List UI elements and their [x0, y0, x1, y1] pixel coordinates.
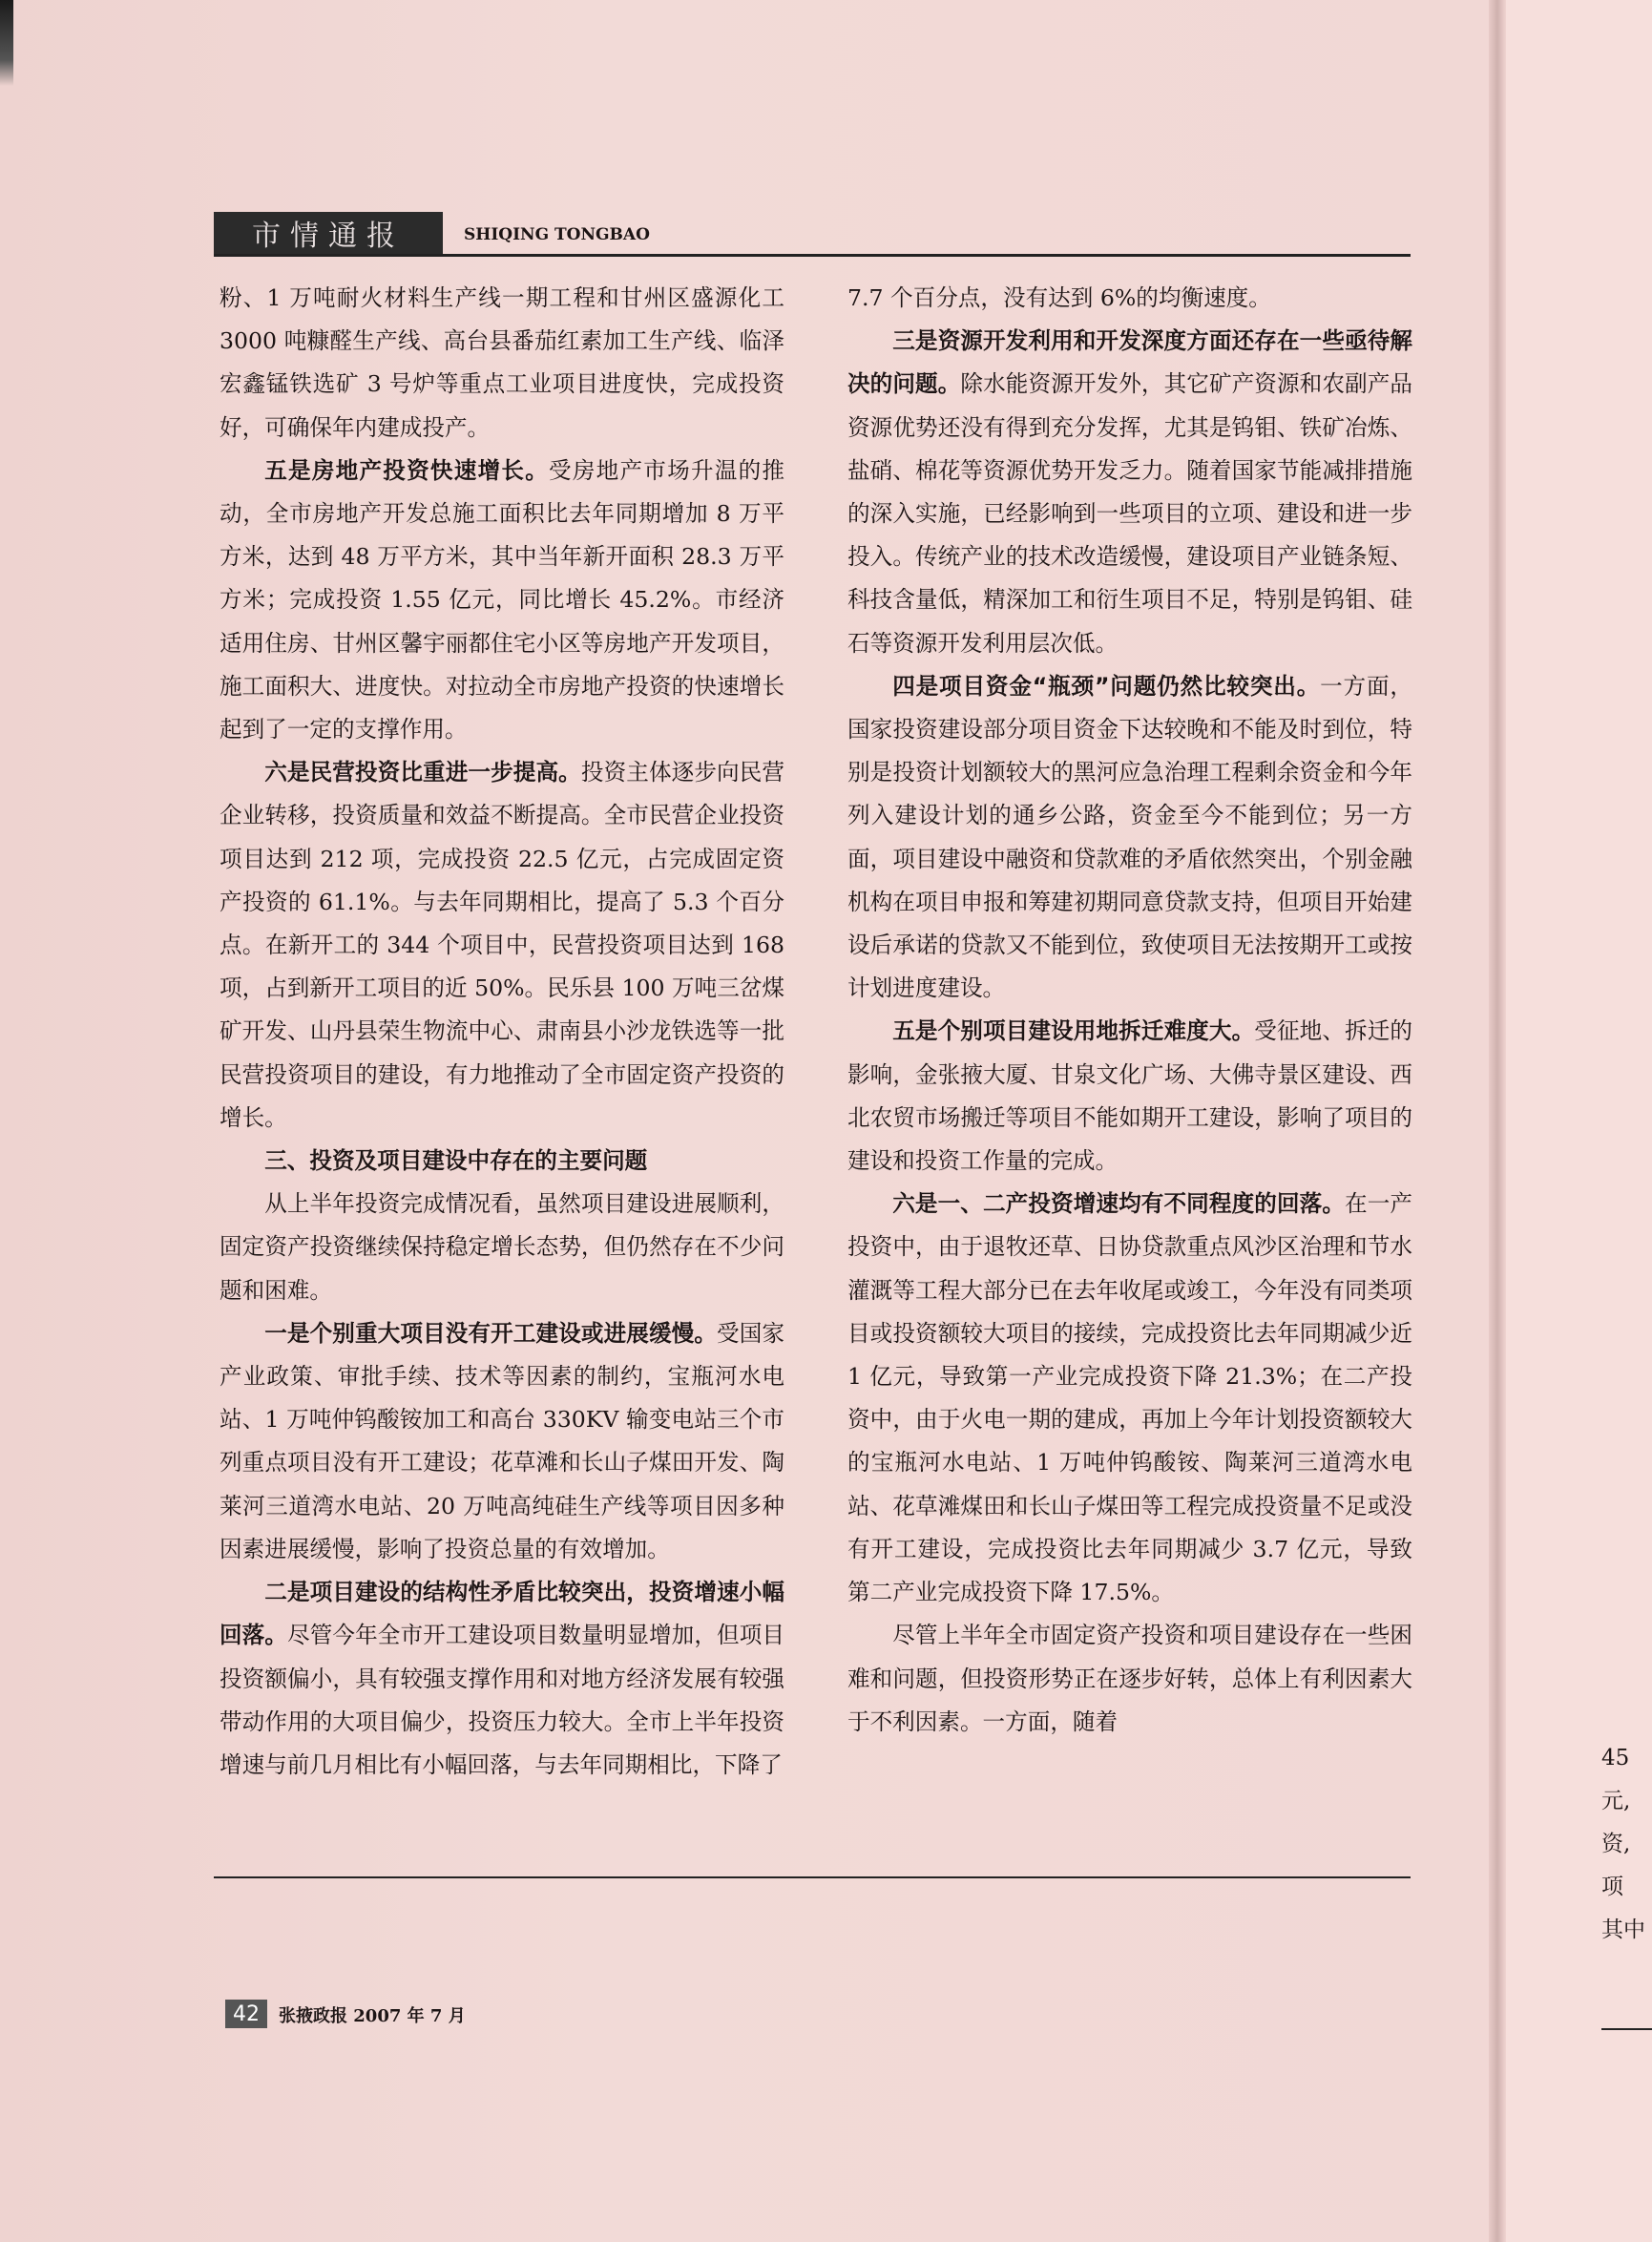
left-column [220, 277, 784, 1787]
publication-info: 张掖政报 2007 年 7 月 [279, 2006, 466, 2026]
paragraph [847, 277, 1412, 320]
paragraph [847, 320, 1412, 665]
paragraph-lead: 六是民营投资比重进一步提高。 [264, 759, 581, 786]
paragraph-lead: 一是个别重大项目没有开工建设或进展缓慢。 [264, 1319, 718, 1347]
paragraph [847, 1614, 1412, 1744]
paragraph-text: 受征地、拆迁的影响，金张掖大厦、甘泉文化广场、大佛寺景区建设、西北农贸市场搬迁等项目不能如期开工建设，影响了项目的建设和投资工作量的完成。 [847, 1017, 1413, 1175]
adjacent-page-fragment: 元, [1601, 1789, 1631, 1813]
paragraph [220, 751, 784, 1140]
paragraph [847, 1010, 1412, 1183]
page-number: 42 [225, 2000, 267, 2028]
book-spine [1489, 0, 1506, 2242]
paragraph-text: 粉、1 万吨耐火材料生产线一期工程和甘州区盛源化工 3000 吨糠醛生产线、高台县番茄红素加工生产线、临泽宏鑫锰铁选矿 3 号炉等重点工业项目进度快，完成投资好，可确保年内建成投产。 [220, 284, 784, 441]
paragraph [220, 450, 784, 751]
paragraph-text: 投资主体逐步向民营企业转移，投资质量和效益不断提高。全市民营企业投资项目达到 212 项，完成投资 22.5 亿元，占完成固定资产投资的 61.1%。与去年同期相比，提高了 5.3 个百分点。在新开工的 344 个项目中，民营投资项目达到 168 项，占到新开工项目的近 50%。民乐县 100 万吨三岔煤矿开发、山丹县荣生物流中心、肃南县小沙龙铁选等一批民营投资项目的建设，有力地推动了全市固定资产投资的增长。 [220, 759, 785, 1131]
paragraph-text: 尽管上半年全市固定资产投资和项目建设存在一些困难和问题，但投资形势正在逐步好转，总体上有利因素大于不利因素。一方面，随着 [847, 1622, 1412, 1735]
paragraph [847, 665, 1412, 1011]
paragraph-lead: 五是房地产投资快速增长。 [264, 456, 550, 484]
section-heading: 三、投资及项目建设中存在的主要问题 [264, 1147, 648, 1175]
paragraph [220, 1571, 784, 1787]
paragraph-lead: 五是个别项目建设用地拆迁难度大。 [892, 1017, 1255, 1045]
adjacent-page-fragment: 其中 [1601, 1917, 1645, 1942]
header-rule [214, 254, 1411, 257]
adjacent-page-rule [1601, 2028, 1652, 2030]
paragraph [220, 277, 784, 450]
paragraph [220, 1183, 784, 1312]
footer-rule [214, 1876, 1411, 1878]
paragraph-text: 除水能资源开发外，其它矿产资源和农副产品资源优势还没有得到充分发挥，尤其是钨钼、铁矿冶炼、盐硝、棉花等资源优势开发乏力。随着国家节能减排措施的深入实施，已经影响到一些项目的立项、建设和进一步投入。传统产业的技术改造缓慢，建设项目产业链条短、科技含量低，精深加工和衍生项目不足，特别是钨钼、硅石等资源开发利用层次低。 [847, 370, 1413, 657]
paragraph [220, 1312, 784, 1571]
right-column [847, 277, 1412, 1744]
adjacent-page-fragment: 45 [1601, 1746, 1630, 1771]
paragraph-text: 从上半年投资完成情况看，虽然项目建设进展顺利，固定资产投资继续保持稳定增长态势，但仍然存在不少问题和困难。 [220, 1190, 784, 1304]
scan-edge [0, 0, 13, 86]
section-tab-label: 市情通报 [252, 220, 405, 253]
paragraph-lead: 三是资源开发利用和开发深度方面还存在一些亟待解决的问题。 [847, 327, 1412, 398]
paragraph-lead: 六是一、二产投资增速均有不同程度的回落。 [892, 1190, 1346, 1218]
paragraph-text: 受房地产市场升温的推动，全市房地产开发总施工面积比去年同期增加 8 万平方米，达到 48 万平方米，其中当年新开面积 28.3 万平方米；完成投资 1.55 亿元，同比增长 45.2%。市经济适用住房、甘州区馨宇丽都住宅小区等房地产开发项目，施工面积大、进度快。对拉动全市房地产投资的快速增长起到了一定的支撑作用。 [220, 456, 785, 744]
section-english-title: SHIQING TONGBAO [464, 225, 650, 244]
adjacent-page-fragment: 项 [1601, 1875, 1623, 1899]
paragraph-lead: 四是项目资金“瓶颈”问题仍然比较突出。 [892, 672, 1321, 700]
paragraph-text: 受国家产业政策、审批手续、技术等因素的制约，宝瓶河水电站、1 万吨仲钨酸铵加工和高台 330KV 输变电站三个市列重点项目没有开工建设；花草滩和长山子煤田开发、陶莱河三道湾水电站、20 万吨高纯硅生产线等项目因多种因素进展缓慢，影响了投资总量的有效增加。 [220, 1319, 785, 1562]
paragraph-text: 在一产投资中，由于退牧还草、日协贷款重点风沙区治理和节水灌溉等工程大部分已在去年收尾或竣工，今年没有同类项目或投资额较大项目的接续，完成投资比去年同期减少近 1 亿元，导致第一产业完成投资下降 21.3%；在二产投资中，由于火电一期的建成，再加上今年计划投资额较大的宝瓶河水电站、1 万吨仲钨酸铵、陶莱河三道湾水电站、花草滩煤田和长山子煤田等工程完成投资量不足或没有开工建设，完成投资比去年同期减少 3.7 亿元，导致第二产业完成投资下降 17.5%。 [847, 1190, 1413, 1606]
section-tab [214, 212, 443, 254]
adjacent-page-fragment: 资, [1601, 1832, 1631, 1856]
paragraph [847, 1183, 1412, 1614]
paragraph-text: 尽管今年全市开工建设项目数量明显增加，但项目投资额偏小，具有较强支撑作用和对地方经济发展有较强带动作用的大项目偏少，投资压力较大。全市上半年投资增速与前几月相比有小幅回落，与去年同期相比，下降了 [220, 1622, 785, 1778]
paragraph-lead: 二是项目建设的结构性矛盾比较突出，投资增速小幅回落。 [220, 1579, 784, 1649]
paragraph-text: 7.7 个百分点，没有达到 6%的均衡速度。 [847, 284, 1271, 311]
paragraph-text: 一方面，国家投资建设部分项目资金下达较晚和不能及时到位，特别是投资计划额较大的黑河应急治理工程剩余资金和今年列入建设计划的通乡公路，资金至今不能到位；另一方面，项目建设中融资和贷款难的矛盾依然突出，个别金融机构在项目申报和筹建初期同意贷款支持，但项目开始建设后承诺的贷款又不能到位，致使项目无法按期开工或按计划进度建设。 [847, 672, 1412, 1002]
